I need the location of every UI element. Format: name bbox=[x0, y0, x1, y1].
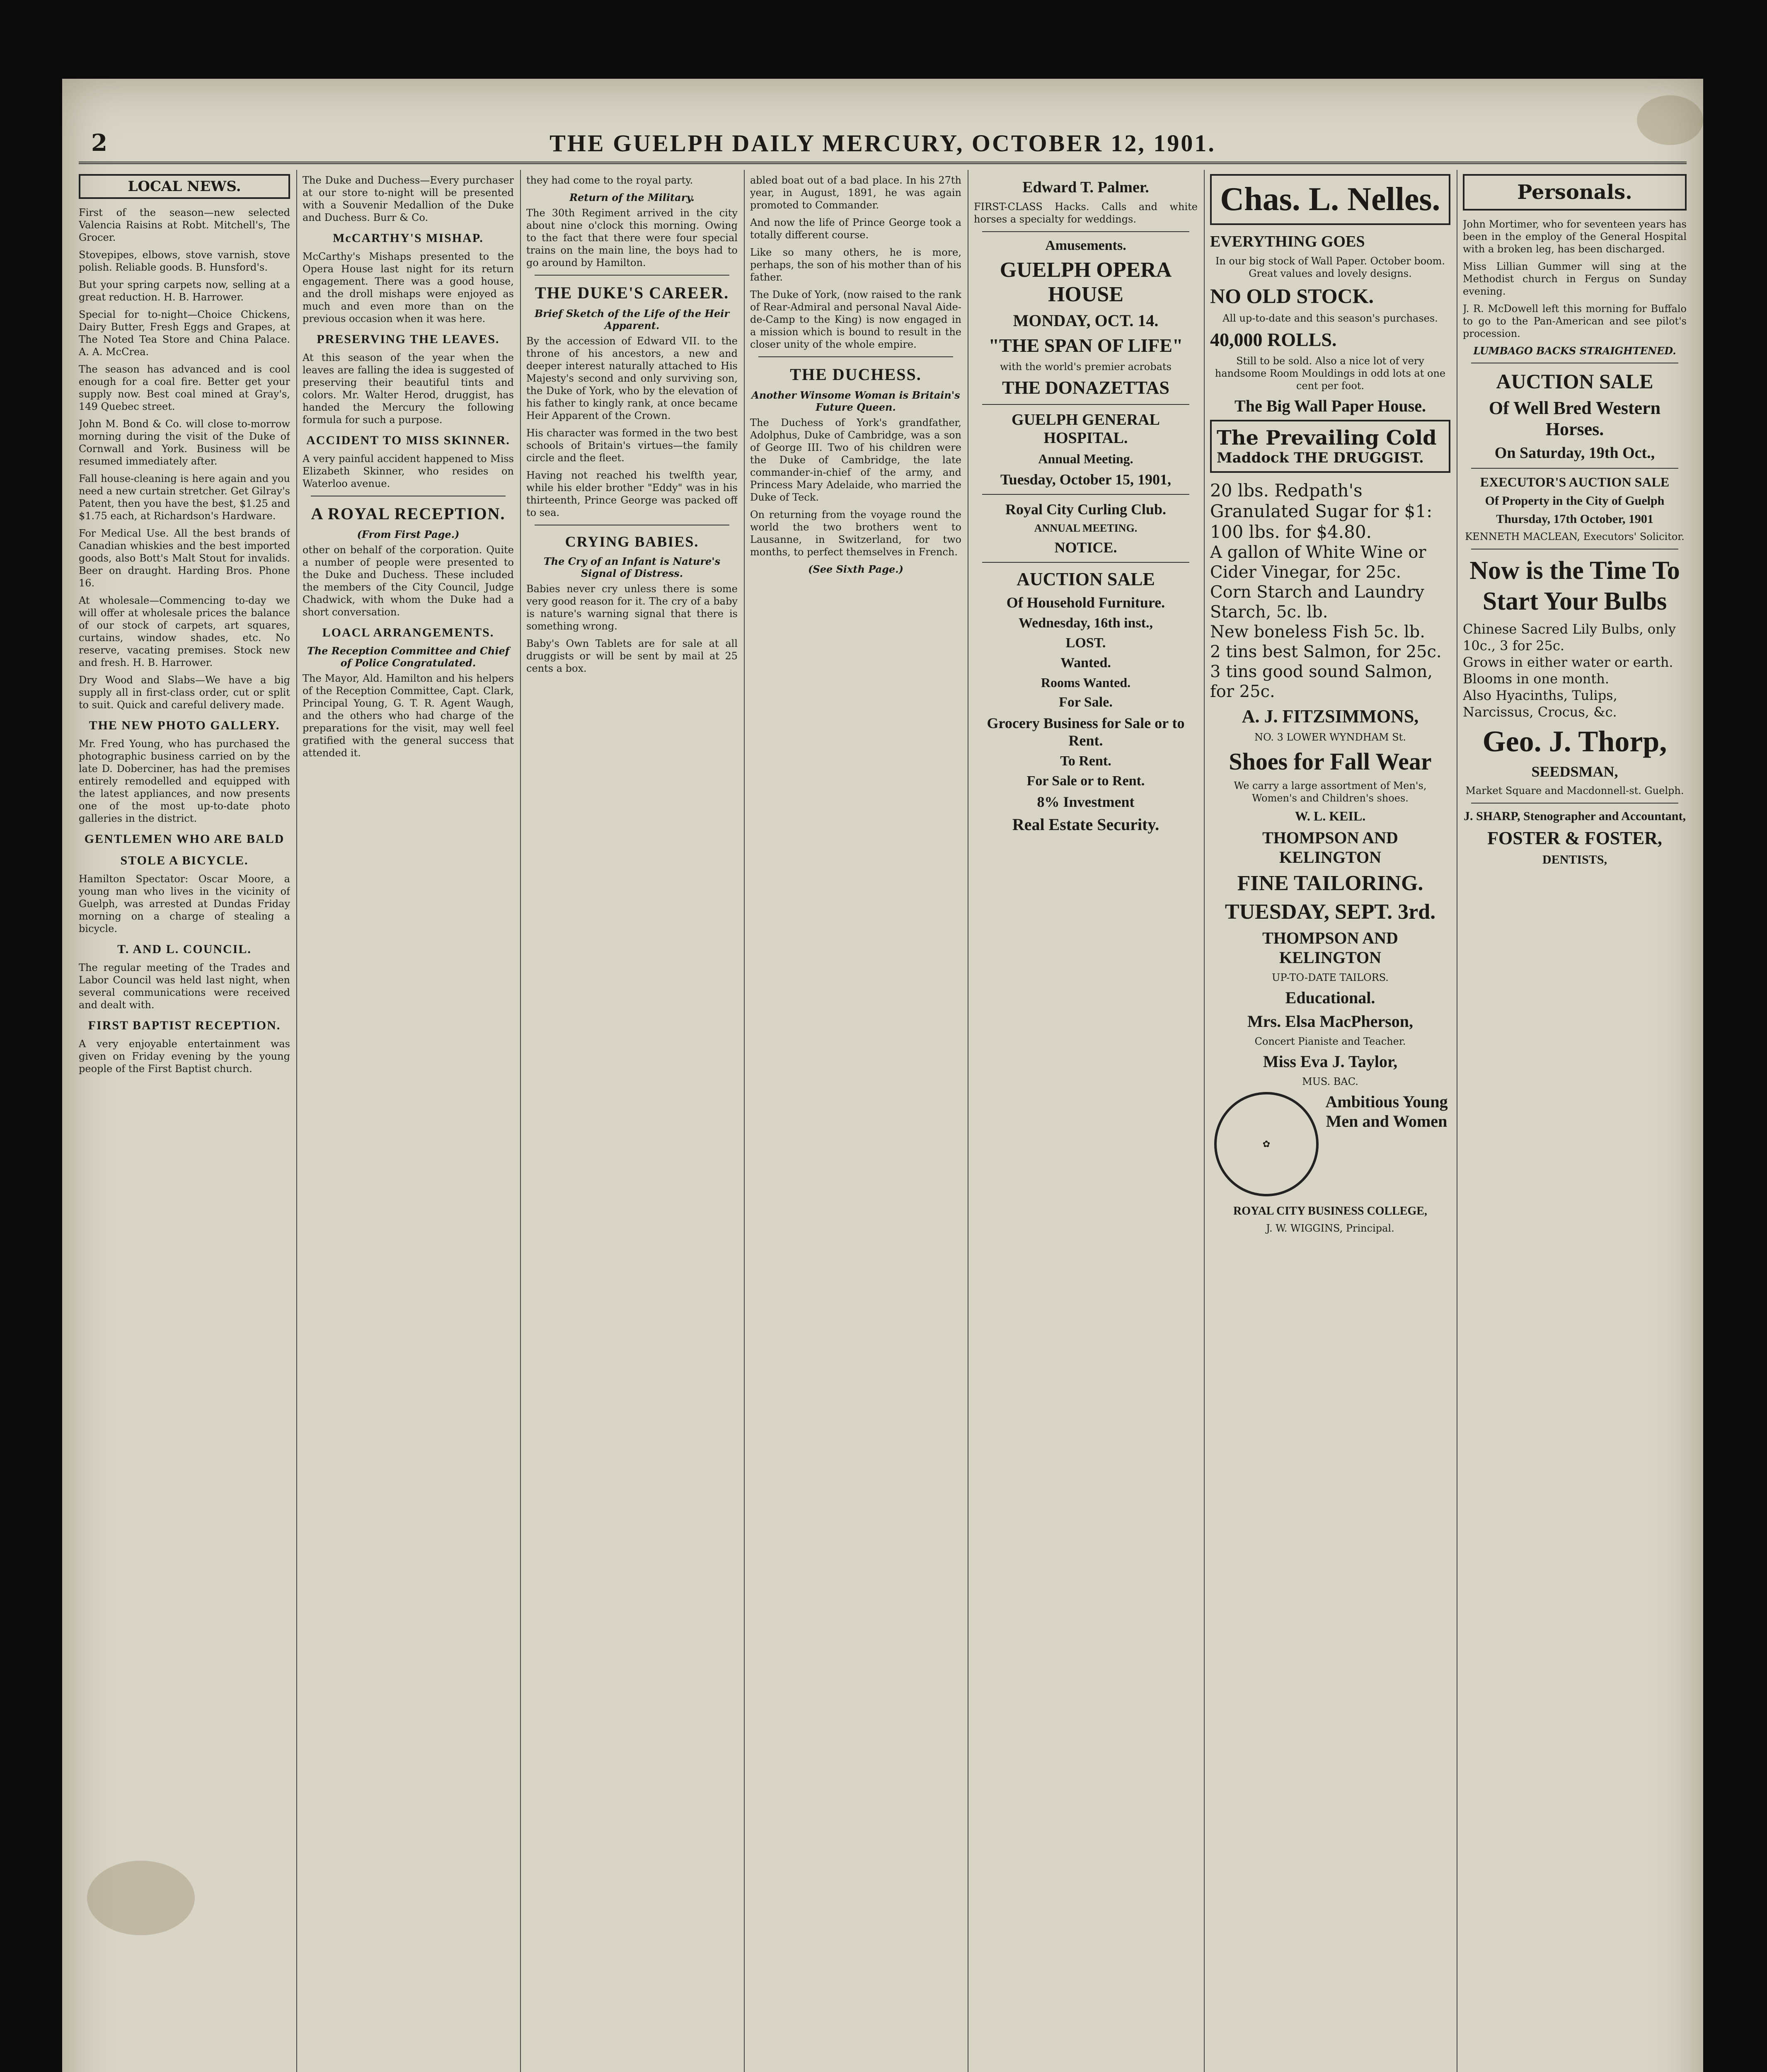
news-item: The Mayor, Ald. Hamilton and his helpers of the Reception Committee, Capt. Clark, Principal Young, G. T. R. Agent Waugh, and the others who had charge of the preparations for the visit, may well feel gratified with the general success that attended it. bbox=[303, 673, 514, 759]
vinegar-ad: A gallon of White Wine or Cider Vinegar, for 25c. bbox=[1210, 543, 1426, 582]
sugar-ad: 20 lbs. Redpath's Granulated Sugar for $1: 100 lbs. for $4.80. bbox=[1210, 480, 1433, 542]
local-news-heading-box bbox=[79, 174, 290, 199]
section-heading: ACCIDENT TO MISS SKINNER. bbox=[306, 433, 510, 447]
column-local-news bbox=[79, 174, 290, 2072]
hyacinths: Also Hyacinths, Tulips, Narcissus, Crocus, &c. bbox=[1463, 687, 1617, 720]
column-divider bbox=[520, 170, 521, 2072]
news-item: other on behalf of the corporation. Quite a number of people were presented to the Duke and Duchess. These included the members of the City Council, Judge Chadwick, with whom the Duke had a short conversation. bbox=[303, 544, 514, 618]
local-item: The season has advanced and is cool enough for a coal fire. Better get your supply now. Best coal mined at Gray's, 149 Quebec street. bbox=[79, 363, 290, 412]
news-item: Baby's Own Tablets are for sale at all druggists or will be sent by mail at 25 cents a box. bbox=[526, 638, 738, 674]
sharp-ad: J. SHARP, Stenographer and Accountant, bbox=[1464, 809, 1686, 823]
prevailing-cold-box bbox=[1210, 420, 1450, 473]
palmer-ad-title: Edward T. Palmer. bbox=[1022, 179, 1149, 196]
sale-rent-heading: For Sale or to Rent. bbox=[1026, 773, 1145, 789]
executor-date: Thursday, 17th October, 1901 bbox=[1496, 512, 1653, 526]
shoes-text: We carry a large assortment of Men's, Women's and Children's shoes. bbox=[1234, 780, 1427, 804]
auction-sub: Of Household Furniture. bbox=[1006, 594, 1165, 611]
auction-date: Wednesday, 16th inst., bbox=[1018, 615, 1153, 631]
section-heading: T. AND L. COUNCIL. bbox=[117, 942, 252, 956]
nelles-box bbox=[1210, 174, 1450, 225]
newspaper-title: THE GUELPH DAILY MERCURY, OCTOBER 12, 1901. bbox=[549, 129, 1216, 157]
local-news-heading: LOCAL NEWS. bbox=[128, 178, 241, 195]
section-heading: STOLE A BICYCLE. bbox=[120, 854, 249, 867]
local-item: John M. Bond & Co. will close to-morrow morning during the visit of the Duke of Cornwall and York. Business will be resumed immediately after. bbox=[79, 418, 290, 467]
local-item: Hamilton Spectator: Oscar Moore, a young man who lives in the vicinity of Guelph, was arrested at Dundas Friday morning on a charge of stealing a bicycle. bbox=[79, 873, 290, 934]
news-item: they had come to the royal party. bbox=[526, 174, 693, 186]
local-item: Special for to-night—Choice Chickens, Dairy Butter, Fresh Eggs and Grapes, at The Noted Tea Store and China Palace. A. A. McCrea. bbox=[79, 309, 290, 358]
section-heading: FIRST BAPTIST RECEPTION. bbox=[88, 1019, 281, 1032]
column-divider bbox=[1204, 170, 1205, 2072]
news-item: The 30th Regiment arrived in the city about nine o'clock this morning. Owing to the fact that there were four special trains on the main line, the boys had to go around by Hamilton. bbox=[526, 207, 738, 269]
news-item: The Duke and Duchess—Every purchaser at our store to-night will be presented with a Souvenir Medallion of the Duke and Duchess. Burr & Co. bbox=[303, 174, 514, 223]
continued-note: (See Sixth Page.) bbox=[808, 563, 903, 575]
news-item: His character was formed in the two best schools of Britain's virtues—the family circle and the fleet. bbox=[526, 427, 738, 464]
duke-career-sub: Brief Sketch of the Life of the Heir Apparent. bbox=[534, 307, 730, 332]
educational-heading: Educational. bbox=[1285, 988, 1375, 1007]
lumbago-heading: LUMBAGO BACKS STRAIGHTENED. bbox=[1473, 345, 1676, 357]
auction-title: AUCTION SALE bbox=[1017, 569, 1155, 589]
news-item: Having not reached his twelfth year, while his elder brother "Eddy" was in his thirteenth, Prince George was packed off to sea. bbox=[526, 470, 738, 518]
news-item: abled boat out of a bad place. In his 27th year, in August, 1891, he was again promoted to Commander. bbox=[750, 174, 961, 211]
notice-heading: NOTICE. bbox=[1054, 539, 1117, 556]
duke-career-heading: THE DUKE'S CAREER. bbox=[535, 283, 729, 302]
duchess-heading: THE DUCHESS. bbox=[790, 365, 922, 384]
rule bbox=[982, 562, 1189, 563]
news-item: A very painful accident happened to Miss Elizabeth Skinner, who resides on Waterloo avenue. bbox=[303, 453, 514, 489]
thompson-heading: THOMPSON AND KELINGTON bbox=[1262, 828, 1398, 867]
section-heading: PRESERVING THE LEAVES. bbox=[317, 332, 500, 346]
local-item: Stovepipes, elbows, stove varnish, stove polish. Reliable goods. B. Hunsford's. bbox=[79, 249, 290, 273]
local-item: First of the season—new selected Valencia Raisins at Robt. Mitchell's, The Grocer. bbox=[79, 207, 290, 243]
news-item: Like so many others, he is more, perhaps, the son of his mother than of his father. bbox=[750, 247, 961, 283]
personal-item: John Mortimer, who for seventeen years has been in the employ of the General Hospital with a broken leg, has been discharged. bbox=[1463, 218, 1687, 255]
rule bbox=[1471, 803, 1678, 804]
tuesday-sept: TUESDAY, SEPT. 3rd. bbox=[1225, 900, 1436, 924]
section-heading: McCARTHY'S MISHAP. bbox=[333, 231, 484, 245]
personal-item: Miss Lillian Gummer will sing at the Methodist church in Fergus on Sunday evening. bbox=[1463, 261, 1687, 297]
market-square: Market Square and Macdonnell-st. Guelph. bbox=[1465, 785, 1684, 796]
column-classifieds bbox=[974, 174, 1198, 2072]
macpherson: Mrs. Elsa MacPherson, bbox=[1247, 1012, 1413, 1031]
opera-act: THE DONAZETTAS bbox=[1002, 378, 1169, 398]
paper-stain bbox=[87, 1861, 195, 1935]
amusements-heading: Amusements. bbox=[1045, 238, 1126, 253]
ambitious: Ambitious Young Men and Women bbox=[1325, 1092, 1448, 1130]
local-item: The regular meeting of the Trades and Labor Council was held last night, when several communications were received and dealt with. bbox=[79, 962, 290, 1011]
rule bbox=[982, 494, 1189, 495]
business-college-seal-icon: ✿ bbox=[1214, 1092, 1319, 1196]
keil: W. L. KEIL. bbox=[1295, 808, 1366, 823]
local-item: For Medical Use. All the best brands of Canadian whiskies and the best imported goods, also Bott's Malt Stout for invalids. Beer on draught. Harding Bros. Phone 16. bbox=[79, 528, 290, 589]
investment-heading: 8% Investment bbox=[1037, 794, 1135, 810]
rule bbox=[1471, 468, 1678, 469]
page-number: 2 bbox=[91, 129, 107, 157]
nelles-name: Chas. L. Nelles. bbox=[1220, 181, 1440, 218]
column-personals bbox=[1463, 174, 1687, 2072]
rule bbox=[758, 356, 953, 357]
local-item: A very enjoyable entertainment was given on Friday evening by the young people of the First Baptist church. bbox=[79, 1038, 290, 1075]
still-sold-text: Still to be sold. Also a nice lot of very handsome Room Mouldings in odd lots at one cent per foot. bbox=[1215, 355, 1446, 392]
horses-auction-title: AUCTION SALE bbox=[1496, 370, 1653, 393]
palmer-ad-text: FIRST-CLASS Hacks. Calls and white horses a specialty for weddings. bbox=[974, 201, 1198, 225]
taylor-sub: MUS. BAC. bbox=[1302, 1076, 1358, 1087]
fitzsimmons: A. J. FITZSIMMONS, bbox=[1242, 706, 1419, 726]
no-old-stock: NO OLD STOCK. bbox=[1210, 284, 1374, 307]
lost-heading: LOST. bbox=[1065, 635, 1106, 651]
opera-with: with the world's premier acrobats bbox=[1000, 361, 1172, 373]
to-rent-heading: To Rent. bbox=[1060, 753, 1111, 769]
section-heading: Return of the Military. bbox=[569, 191, 695, 203]
dentists: DENTISTS, bbox=[1542, 853, 1607, 867]
horses-auction-date: On Saturday, 19th Oct., bbox=[1494, 444, 1655, 462]
royal-reception-sub: (From First Page.) bbox=[357, 528, 460, 540]
opera-show-title: "THE SPAN OF LIFE" bbox=[988, 335, 1183, 356]
wallpaper-text: In our big stock of Wall Paper. October boom. Great values and lovely designs. bbox=[1215, 255, 1445, 279]
section-heading: THE NEW PHOTO GALLERY. bbox=[89, 719, 280, 732]
starch-ad: Corn Starch and Laundry Starch, 5c. lb. bbox=[1210, 583, 1424, 622]
column-reception bbox=[303, 174, 514, 2072]
executor-sub: Of Property in the City of Guelph bbox=[1485, 494, 1665, 508]
personal-item: J. R. McDowell left this morning for Buffalo to go to the Pan-American and see pilot's procession. bbox=[1463, 303, 1687, 339]
news-item: At this season of the year when the leaves are falling the idea is suggested of preserving their beautiful tints and colors. Mr. Walter Herod, druggist, has handed the Mercury the following formula for such a purpose. bbox=[303, 352, 514, 426]
horses-auction-sub: Of Well Bred Western Horses. bbox=[1489, 398, 1661, 439]
column-ads-center bbox=[1210, 174, 1450, 2072]
wiggins: J. W. WIGGINS, Principal. bbox=[1266, 1222, 1394, 1234]
opera-house-date: MONDAY, OCT. 14. bbox=[1013, 311, 1159, 330]
hospital-title: GUELPH GENERAL HOSPITAL. bbox=[1012, 411, 1160, 447]
section-subheading: The Reception Committee and Chief of Police Congratulated. bbox=[307, 645, 510, 669]
prevailing-cold: The Prevailing Cold bbox=[1217, 426, 1437, 450]
blooms: Blooms in one month. bbox=[1463, 671, 1610, 687]
salmon2-ad: 3 tins good sound Salmon, for 25c. bbox=[1210, 662, 1433, 701]
macpherson-sub: Concert Pianiste and Teacher. bbox=[1254, 1036, 1406, 1047]
executor-title: EXECUTOR'S AUCTION SALE bbox=[1480, 474, 1670, 489]
section-heading: GENTLEMEN WHO ARE BALD bbox=[84, 832, 285, 846]
shoes-heading: Shoes for Fall Wear bbox=[1229, 748, 1432, 775]
real-estate-heading: Real Estate Security. bbox=[1012, 815, 1159, 834]
chinese-lily: Chinese Sacred Lily Bulbs, only 10c., 3 for 25c. bbox=[1463, 621, 1676, 654]
news-item: McCarthy's Mishaps presented to the Opera House last night for its return engagement. There was a good house, and the droll mishaps were enjoyed as much and even more than on the previous occasion when it was here. bbox=[303, 251, 514, 324]
wyndham-address: NO. 3 LOWER WYNDHAM St. bbox=[1254, 731, 1406, 743]
news-item: And now the life of Prince George took a totally different course. bbox=[750, 217, 961, 241]
bulbs-heading: Now is the Time To Start Your Bulbs bbox=[1469, 557, 1680, 615]
column-divider bbox=[296, 170, 297, 2072]
section-heading: LOACL ARRANGEMENTS. bbox=[322, 626, 494, 639]
column-divider bbox=[744, 170, 745, 2072]
rule bbox=[982, 404, 1189, 405]
curling-sub: ANNUAL MEETING. bbox=[1034, 522, 1138, 534]
business-college: ROYAL CITY BUSINESS COLLEGE, bbox=[1233, 1205, 1427, 1218]
fish-ad: New boneless Fish 5c. lb. bbox=[1210, 622, 1425, 641]
masthead bbox=[79, 124, 1687, 164]
everything-goes: EVERYTHING GOES bbox=[1210, 233, 1365, 250]
personals-heading: Personals. bbox=[1517, 181, 1632, 204]
column-duchess bbox=[750, 174, 961, 2072]
paper-stain bbox=[1637, 95, 1703, 145]
news-item: On returning from the voyage round the world the two brothers went to Lausanne, in Switzerland, for two months, to perfect themselves in French. bbox=[750, 509, 961, 558]
news-item: The Duchess of York's grandfather, Adolphus, Duke of Cambridge, was a son of George III. Two of his children were the Duke of Cambridge, the late commander-in-chief of the army, and Princess Mary Adelaide, who married the Duke of Teck. bbox=[750, 417, 961, 503]
royal-reception-heading: A ROYAL RECEPTION. bbox=[311, 504, 506, 523]
local-item: But your spring carpets now, selling at a great reduction. H. B. Harrower. bbox=[79, 279, 290, 303]
news-item: By the accession of Edward VII. to the throne of his ancestors, a new and deeper interest naturally attached to His Majesty's second and only surviving son, the Duke of York, who by the elevation of his father to kingly rank, at once became Heir Apparent of the Crown. bbox=[526, 335, 738, 421]
tailors: UP-TO-DATE TAILORS. bbox=[1272, 972, 1389, 983]
grocery-heading: Grocery Business for Sale or to Rent. bbox=[987, 715, 1185, 749]
crying-babies-sub: The Cry of an Infant is Nature's Signal of Distress. bbox=[543, 555, 721, 579]
taylor: Miss Eva J. Taylor, bbox=[1263, 1052, 1398, 1071]
local-item: Mr. Fred Young, who has purchased the photographic business carried on by the late D. Doberciner, has had the premises entirely remodelled and equipped with the latest appliances, and now presents one of the most up-to-date photo galleries in the district. bbox=[79, 738, 290, 824]
personals-box bbox=[1463, 174, 1687, 211]
hospital-sub: Annual Meeting. bbox=[1038, 451, 1133, 466]
thorp-name: Geo. J. Thorp, bbox=[1482, 725, 1667, 758]
news-item: The Duke of York, (now raised to the rank of Rear-Admiral and personal Naval Aide-de-Camp to the King) is now engaged in a mission which is bound to result in the closer unity of the whole empire. bbox=[750, 289, 961, 350]
hospital-date: Tuesday, October 15, 1901, bbox=[1000, 471, 1172, 488]
opera-house-title: GUELPH OPERA HOUSE bbox=[1000, 258, 1172, 306]
local-item: Dry Wood and Slabs—We have a big supply all in first-class order, cut or split to suit. Quick and careful delivery made. bbox=[79, 674, 290, 711]
column-duke-career bbox=[526, 174, 738, 2072]
fine-tailoring: FINE TAILORING. bbox=[1237, 871, 1423, 895]
maddock: Maddock THE DRUGGIST. bbox=[1217, 450, 1424, 466]
salmon-ad: 2 tins best Salmon, for 25c. bbox=[1210, 642, 1442, 661]
local-item: Fall house-cleaning is here again and you need a new curtain stretcher. Get Gilray's Patent, then you have the best, $1.25 and $1.75 each, at Richardson's Hardware. bbox=[79, 473, 290, 522]
duchess-sub: Another Winsome Woman is Britain's Future Queen. bbox=[751, 389, 960, 413]
seedsman: SEEDSMAN, bbox=[1531, 763, 1618, 780]
for-sale-heading: For Sale. bbox=[1059, 695, 1113, 710]
foster-title: FOSTER & FOSTER, bbox=[1487, 828, 1662, 848]
rule bbox=[535, 275, 729, 276]
rule bbox=[982, 231, 1189, 232]
grows: Grows in either water or earth. bbox=[1463, 654, 1673, 670]
rolls-text: 40,000 ROLLS. bbox=[1210, 329, 1337, 350]
news-item: Babies never cry unless there is some very good reason for it. The cry of a baby is nature's warning signal that there is something wrong. bbox=[526, 583, 738, 632]
curling-title: Royal City Curling Club. bbox=[1005, 501, 1167, 518]
big-wall-paper-house: The Big Wall Paper House. bbox=[1234, 397, 1426, 415]
rooms-wanted-heading: Rooms Wanted. bbox=[1041, 675, 1131, 690]
uptodate-text: All up-to-date and this season's purchases. bbox=[1222, 312, 1438, 324]
kenneth-maclean: KENNETH MACLEAN, Executors' Solicitor. bbox=[1465, 531, 1685, 542]
newspaper-page bbox=[62, 79, 1703, 2072]
thompson-heading-2: THOMPSON AND KELINGTON bbox=[1262, 929, 1398, 967]
crying-babies-heading: CRYING BABIES. bbox=[565, 533, 699, 550]
wanted-heading: Wanted. bbox=[1060, 655, 1111, 670]
local-item: At wholesale—Commencing to-day we will offer at wholesale prices the balance of our stock of carpets, art squares, curtains, window shades, etc. No reserve, vacating premises. Stock new and fresh. H. B. Harrower. bbox=[79, 595, 290, 668]
